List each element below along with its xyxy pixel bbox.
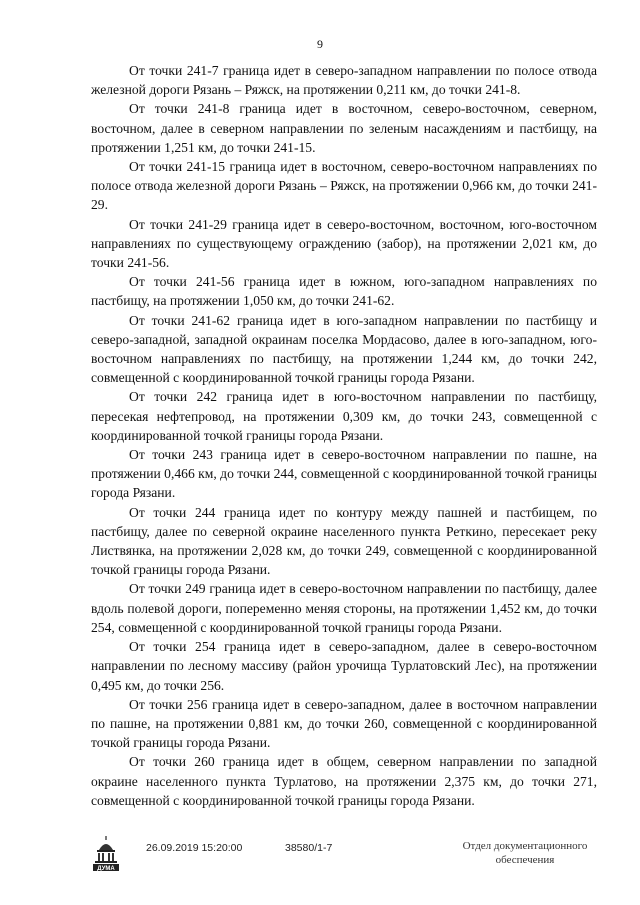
logo-text: ДУМА (97, 865, 115, 872)
paragraph: От точки 244 граница идет по контуру между пашней и пастбищем, по пастбищу, далее по северной окраине населенного пункта Реткино, пересекает реку Листвянка, на протяжении 2,028 км, до точки 249, совмещенной с координированной точкой границы города Рязани. (91, 504, 597, 578)
paragraph: От точки 241-15 граница идет в восточном, северо-восточном направлениях по полосе отвода железной дороги Рязань – Ряжск, на протяжении 0,966 км, до точки 241-29. (91, 159, 597, 213)
paragraph: От точки 241-29 граница идет в северо-восточном, восточном, юго-восточном направлениях по существующему ограждению (забор), на протяжении 2,021 км, до точки 241-56. (91, 216, 597, 271)
paragraph: От точки 241-56 граница идет в южном, юго-западном направлениях по пастбищу, на протяжении 1,050 км, до точки 241-62. (91, 274, 597, 309)
paragraph: От точки 260 граница идет в общем, северном направлении по западной окраине населенного пункта Турлатово, на протяжении 2,375 км, до точки 271, совмещенной с координированной точкой границы города Рязани. (91, 754, 597, 808)
duma-logo-icon (91, 834, 121, 874)
paragraph: От точки 256 граница идет в северо-западном, далее в восточном направлении по пашне, на протяжении 0,881 км, до точки 260, совмещенной с координированной точкой границы города Рязани. (91, 696, 597, 751)
registration-datetime: 26.09.2019 15:20:00 (146, 842, 243, 854)
paragraph: От точки 241-7 граница идет в северо-западном направлении по полосе отвода железной дороги Рязань – Ряжск, на протяжении 0,211 км, до точки 241-8. (91, 63, 597, 98)
department-line-2: обеспечения (495, 854, 555, 866)
paragraph: От точки 243 граница идет в северо-восточном направлении по пашне, на протяжении 0,466 км, до точки 244, совмещенной с координированной точкой границы города Рязани. (91, 447, 597, 501)
paragraph: От точки 241-62 граница идет в юго-западном направлении по пастбищу и северо-западной, западной окраинам поселка Мордасово, далее в юго-западном, юго-восточном направлениях по пастбищу, на протяжении 1,244 км, до точки 242, совмещенной с координированной точкой границы города Рязани. (91, 312, 597, 386)
department-line-1: Отдел документационного (462, 840, 588, 852)
paragraph: От точки 241-8 граница идет в восточном, северо-восточном, северном, восточном, далее в северном направлении по зеленым насаждениям и пастбищу, на протяжении 1,251 км, до точки 241-15. (91, 101, 597, 155)
registration-number: 38580/1-7 (285, 842, 333, 854)
page-number: 9 (317, 37, 323, 51)
paragraph: От точки 242 граница идет в юго-восточном направлении по пастбищу, пересекая нефтепровод, на протяжении 0,309 км, до точки 243, совмещенной с координированной точкой границы города Рязани. (91, 389, 597, 443)
paragraph: От точки 254 граница идет в северо-западном, далее в северо-восточном направлении по лесному массиву (район урочища Турлатовский Лес), на протяжении 0,495 км, до точки 256. (91, 639, 597, 693)
document-footer (0, 826, 640, 886)
department-stamp (445, 839, 605, 867)
paragraph: От точки 249 граница идет в северо-восточном направлении по пастбищу, далее вдоль полевой дороги, попеременно меняя стороны, на протяжении 1,452 км, до точки 254, совмещенной с координированной точкой границы города Рязани. (91, 581, 597, 635)
document-body (91, 61, 597, 810)
